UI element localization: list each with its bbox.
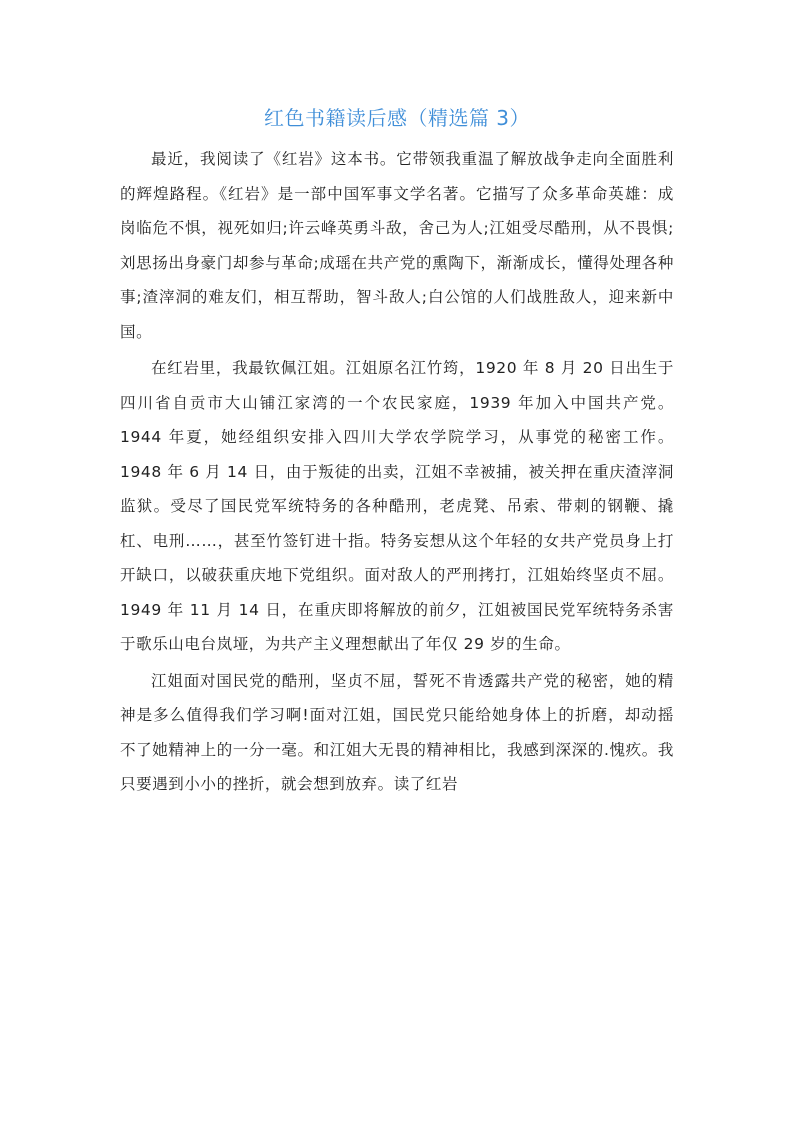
document-page — [120, 96, 674, 804]
paragraph-2: 在红岩里，我最钦佩江姐。江姐原名江竹筠，1920 年 8 月 20 日出生于四川省自贡市大山铺江家湾的一个农民家庭，1939 年加入中国共产党。1944 年夏，她经组织安排入四川大学农学院学习，从事党的秘密工作。1948 年 6 月 14 日，由于叛徒的出卖，江姐不幸被捕，被关押在重庆渣滓洞监狱。受尽了国民党军统特务的各种酷刑，老虎凳、吊索、带刺的钢鞭、撬杠、电刑……，甚至竹签钉进十指。特务妄想从这个年轻的女共产党员身上打开缺口，以破获重庆地下党组织。面对敌人的严刑拷打，江姐始终坚贞不屈。1949 年 11 月 14 日，在重庆即将解放的前夕，江姐被国民党军统特务杀害于歌乐山电台岚垭，为共产主义理想献出了年仅 29 岁的生命。 — [120, 359, 674, 653]
paragraph-3: 江姐面对国民党的酷刑，坚贞不屈，誓死不肯透露共产党的秘密，她的精神是多么值得我们学习啊!面对江姐，国民党只能给她身体上的折磨，却动摇不了她精神上的一分一毫。和江姐大无畏的精神相比，我感到深深的.愧疚。我只要遇到小小的挫折，就会想到放弃。读了红岩 — [120, 671, 674, 793]
document-title: 红色书籍读后感（精选篇 3） — [263, 106, 531, 130]
paragraph-1: 最近，我阅读了《红岩》这本书。它带领我重温了解放战争走向全面胜利的辉煌路程。《红岩》是一部中国军事文学名著。它描写了众多革命英雄：成岗临危不惧，视死如归;许云峰英勇斗敌，舍己为人;江姐受尽酷刑，从不畏惧;刘思扬出身豪门却参与革命;成瑶在共产党的熏陶下，渐渐成长，懂得处理各种事;渣滓洞的难友们，相互帮助，智斗敌人;白公馆的人们战胜敌人，迎来新中国。 — [120, 150, 674, 341]
